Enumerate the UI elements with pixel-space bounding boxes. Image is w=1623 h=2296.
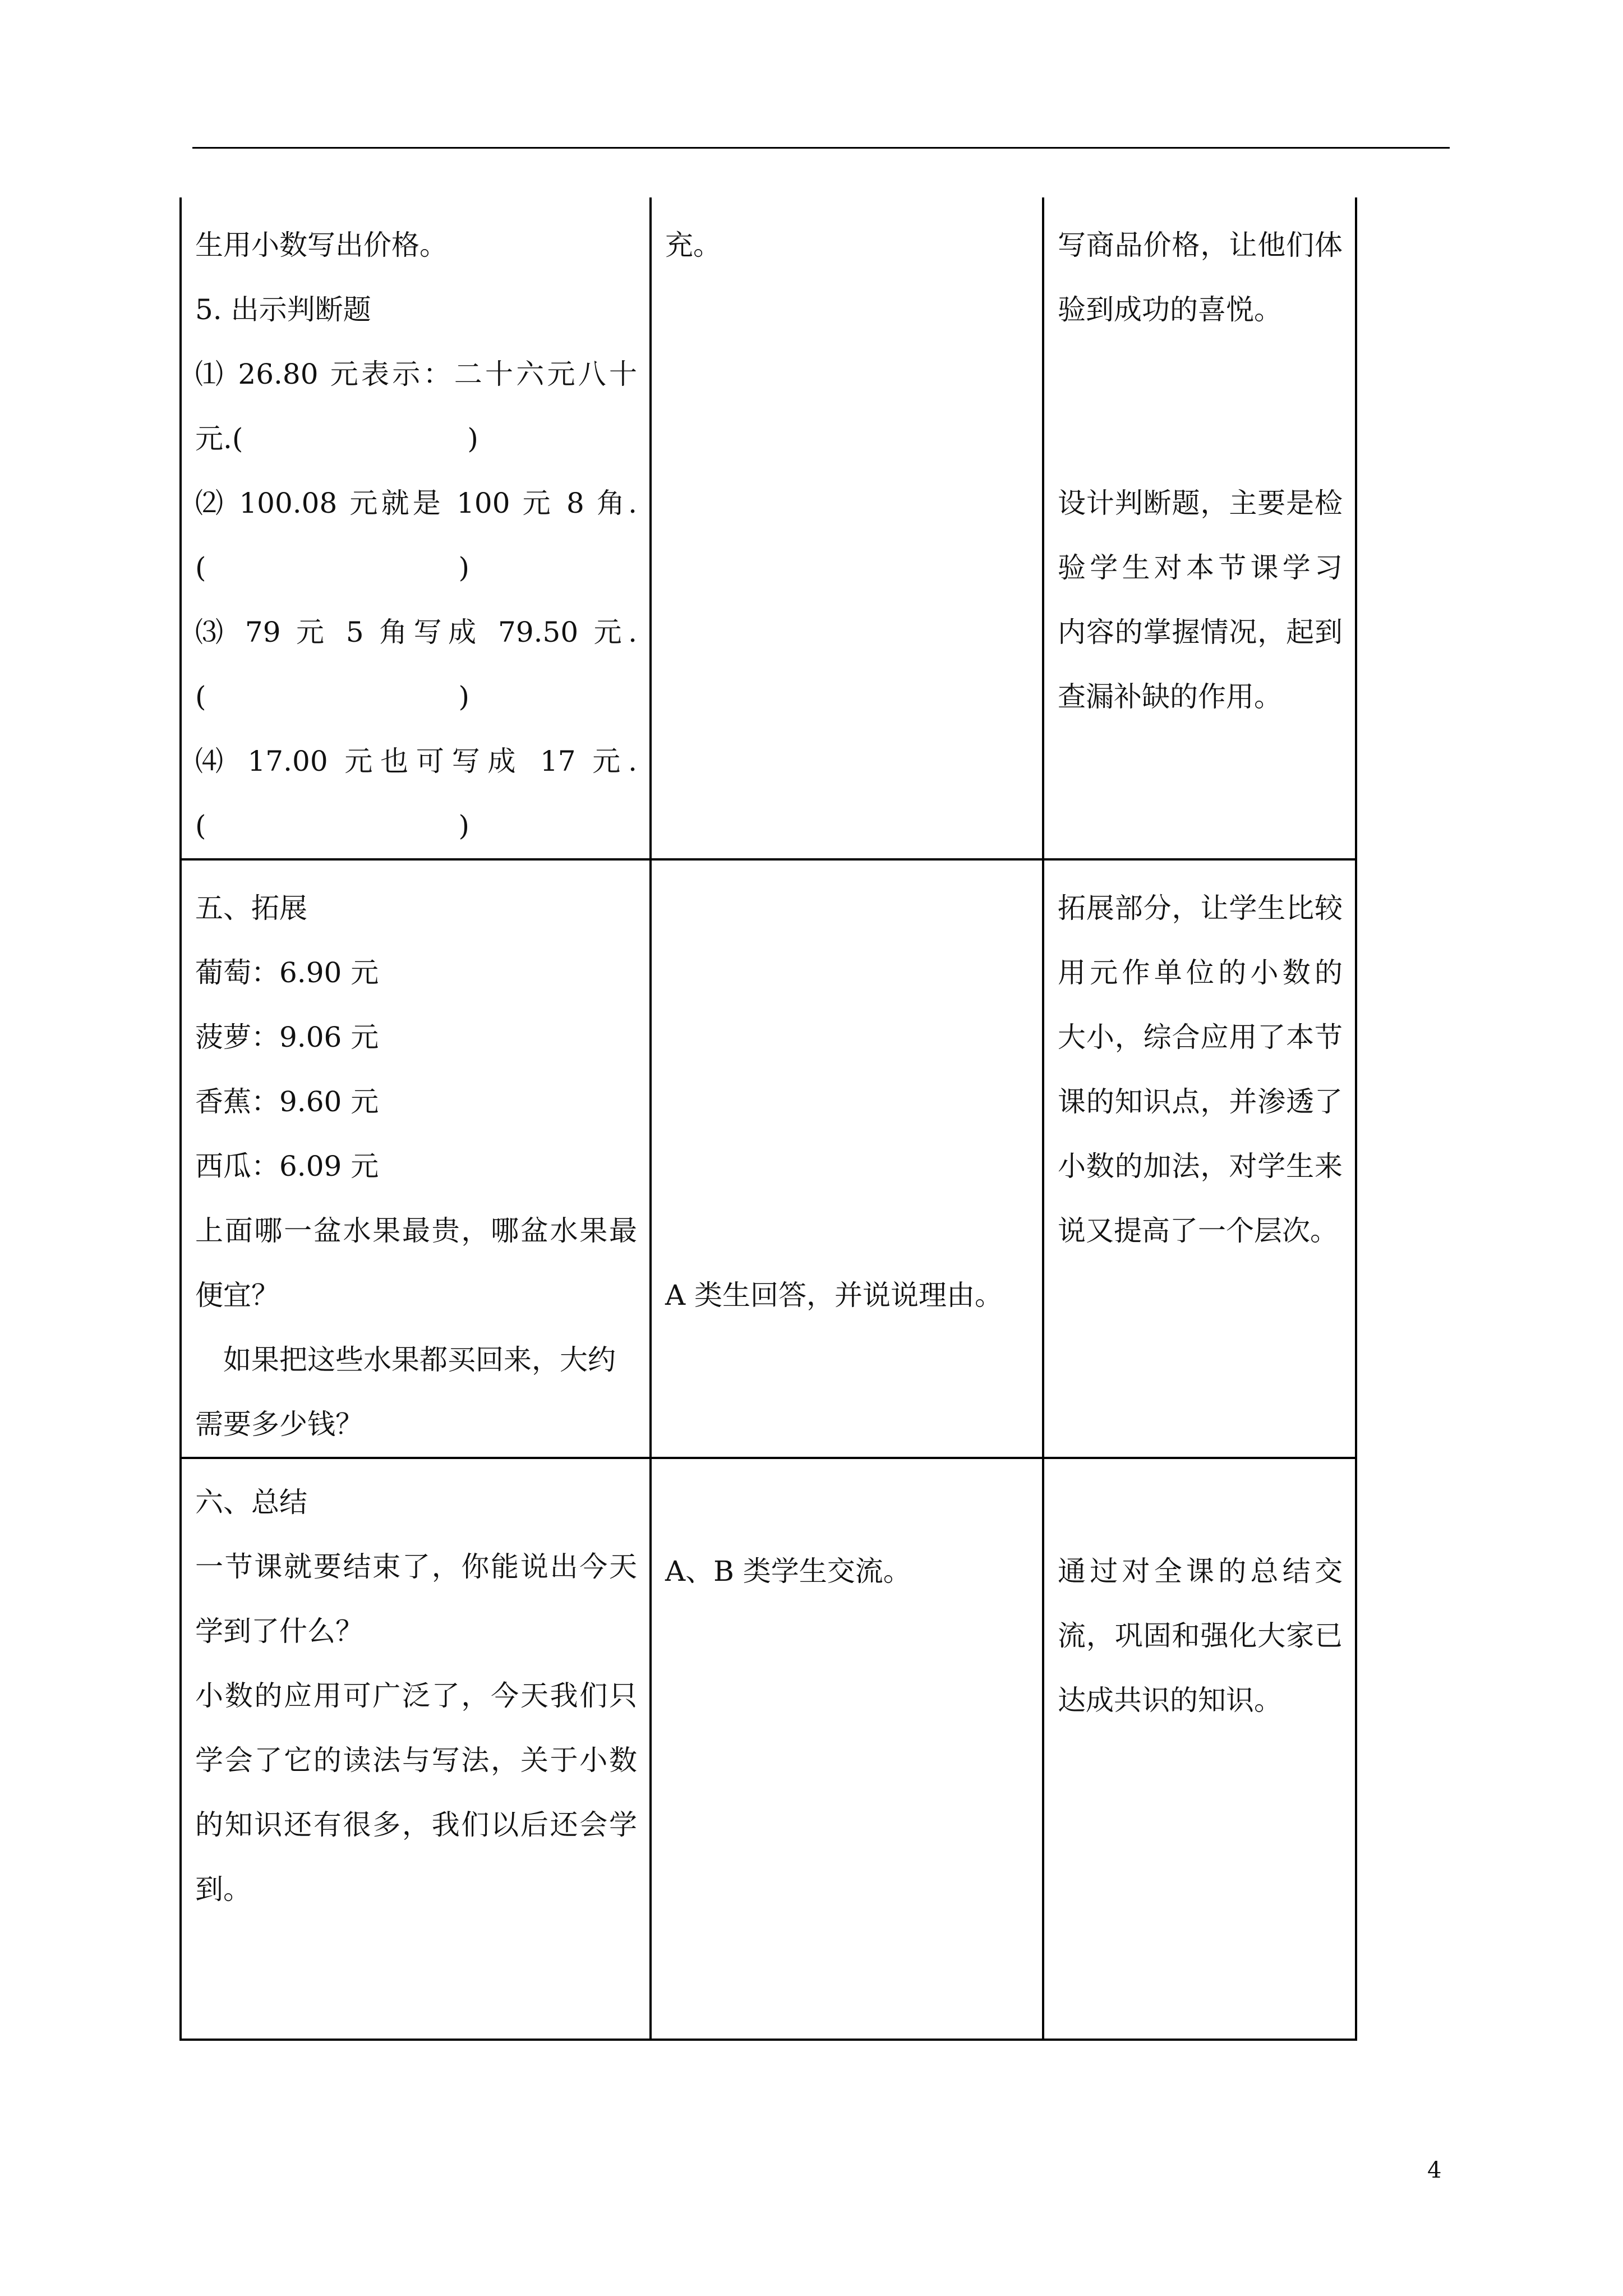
text-line: 通过对全课的总结交: [1058, 1555, 1343, 1588]
text-line: 生用小数写出价格。: [195, 229, 448, 261]
design-intent-cell: [1043, 197, 1356, 859]
text-line: 充。: [665, 229, 721, 261]
design-intent-cell: [1043, 1458, 1356, 2040]
text-line: A、B 类学生交流。: [665, 1555, 911, 1588]
text-line: 拓展部分，让学生比较: [1058, 892, 1343, 924]
table-row: [181, 197, 1356, 859]
text-line: 学会了它的读法与写法，关于小数: [195, 1744, 637, 1777]
text-line: 元.( ): [195, 422, 478, 455]
text-line: 需要多少钱？: [195, 1408, 363, 1441]
text-line: 如果把这些水果都买回来，大约: [195, 1343, 616, 1376]
text-line: 便宜？: [195, 1279, 279, 1312]
text-line: 学到了什么？: [195, 1615, 363, 1648]
header-rule: [192, 147, 1450, 149]
text-line: 写商品价格，让他们体: [1058, 229, 1343, 261]
text-line: A 类生回答，并说说理由。: [665, 1279, 1003, 1312]
student-activity-cell: [651, 1458, 1043, 2040]
text-line: 菠萝：9.06 元: [195, 1021, 379, 1053]
text-line: ⑶ 79 元 5 角写成 79.50 元.: [195, 616, 637, 648]
table-row: [181, 1458, 1356, 2040]
text-line: 葡萄：6.90 元: [195, 956, 379, 989]
content-cell: [181, 1458, 651, 2040]
text-line: 上面哪一盆水果最贵，哪盆水果最: [195, 1214, 637, 1247]
text-line: 小数的应用可广泛了，今天我们只: [195, 1680, 637, 1712]
text-line: 设计判断题，主要是检: [1058, 487, 1343, 519]
text-line: 验到成功的喜悦。: [1058, 293, 1282, 326]
text-line: 一节课就要结束了，你能说出今天: [195, 1550, 637, 1583]
text-line: 香蕉：9.60 元: [195, 1085, 379, 1118]
text-line: 到。: [195, 1873, 251, 1906]
design-intent-cell: [1043, 859, 1356, 1458]
text-line: ⑷ 17.00 元也可写成 17 元.: [195, 745, 637, 777]
text-line: 5. 出示判断题: [195, 293, 371, 326]
text-line: ( ): [195, 680, 470, 713]
text-line: ⑵ 100.08 元就是 100 元 8 角.: [195, 487, 637, 519]
lesson-plan-table: [179, 197, 1357, 2041]
text-line: 查漏补缺的作用。: [1058, 680, 1282, 713]
text-line: ⑴ 26.80 元表示：二十六元八十: [195, 358, 637, 390]
text-line: 说又提高了一个层次。: [1058, 1214, 1338, 1247]
page-number: 4: [1427, 2157, 1442, 2183]
text-line: 课的知识点，并渗透了: [1058, 1085, 1343, 1118]
content-cell: [181, 859, 651, 1458]
text-line: 验学生对本节课学习: [1058, 551, 1343, 584]
text-line: ( ): [195, 809, 470, 842]
text-line: ( ): [195, 551, 470, 584]
table-row: [181, 859, 1356, 1458]
student-activity-cell: [651, 197, 1043, 859]
section-heading: 六、总结: [195, 1486, 307, 1519]
section-heading: 五、拓展: [195, 892, 307, 924]
text-line: 西瓜：6.09 元: [195, 1150, 379, 1182]
text-line: 小数的加法，对学生来: [1058, 1150, 1343, 1182]
content-cell: [181, 197, 651, 859]
text-line: 内容的掌握情况，起到: [1058, 616, 1343, 648]
text-line: 用元作单位的小数的: [1058, 956, 1343, 989]
text-line: 的知识还有很多，我们以后还会学: [195, 1809, 637, 1841]
text-line: 达成共识的知识。: [1058, 1684, 1282, 1717]
text-line: 大小，综合应用了本节: [1058, 1021, 1343, 1053]
student-activity-cell: [651, 859, 1043, 1458]
text-line: 流，巩固和强化大家已: [1058, 1619, 1343, 1652]
